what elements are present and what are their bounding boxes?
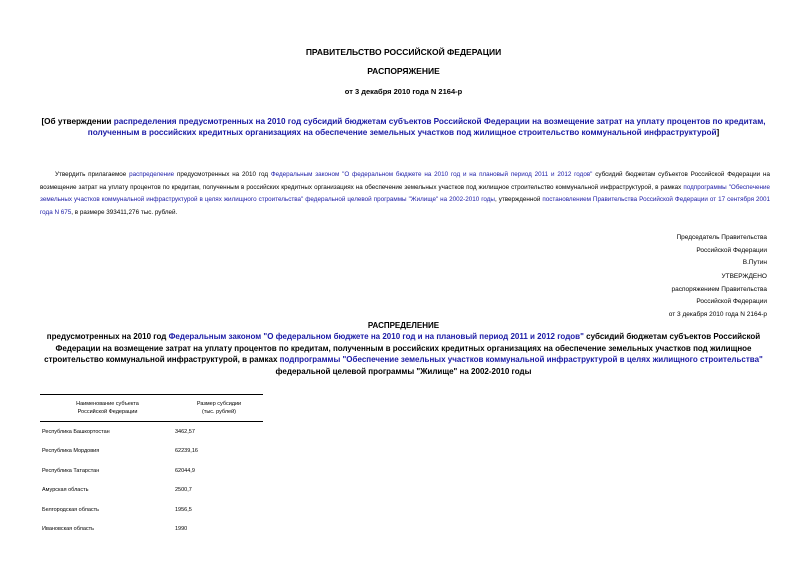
doc-type-heading: РАСПОРЯЖЕНИЕ <box>367 66 440 76</box>
region-name: Амурская область <box>42 487 89 494</box>
region-name: Республика Мордовия <box>42 448 100 455</box>
government-heading: ПРАВИТЕЛЬСТВО РОССИЙСКОЙ ФЕДЕРАЦИИ <box>305 47 502 57</box>
distribution-heading: РАСПРЕДЕЛЕНИЕ <box>367 321 440 330</box>
distribution-link[interactable]: распределение <box>129 171 175 178</box>
signature-line-1: Председатель Правительства <box>676 234 767 241</box>
dist-subprogram-link[interactable]: подпрограммы "Обеспечение земельных участков коммунальной инфраструктурой в целях жилищного строительства" <box>279 355 763 364</box>
doc-date-number: от 3 декабря 2010 года N 2164-р <box>344 87 463 96</box>
body-text-5: , в размере 393411,276 тыс. рублей. <box>71 208 178 216</box>
region-name: Белгородская область <box>42 506 100 513</box>
body-text-2: предусмотренных на 2010 год <box>174 171 271 178</box>
region-name: Ивановская область <box>42 526 95 533</box>
dist-federal-law-link[interactable]: Федеральным законом "О федеральном бюджете на 2010 год и на плановый период 2011 и 2012 годов" <box>168 332 584 341</box>
subsidy-amount: 1990 <box>175 526 188 533</box>
body-text-4: , утвержденной <box>494 196 543 203</box>
body-text-3: субсидий бюджетам субъектов Российской Федерации на возмещение затрат на уплату процентов по кредитам, полученным в российских кредитных организациях на обеспечение земельных участков под жилищное строительство коммунальной инфраструктурой, в рамках <box>40 171 770 191</box>
title-link[interactable]: распределения предусмотренных на 2010 год субсидий бюджетам субъектов Российской Федерации на возмещение затрат на уплату процентов по кредитам, полученным в российских кредитных организациях на обеспечение земельных участков под жилищное строительство коммунальной инфраструктурой <box>87 117 766 137</box>
title-open: [Об утверждении <box>41 117 114 126</box>
approval-line-4: от 3 декабря 2010 года N 2164-р <box>668 310 767 318</box>
table-row <box>40 461 263 481</box>
approval-block <box>669 271 767 321</box>
subsidy-amount: 3462,57 <box>175 428 195 435</box>
column-header-amount-line-2: (тыс. рублей) <box>202 409 236 415</box>
signature-line-3: В.Путин <box>742 259 767 266</box>
column-header-amount-line-1: Размер субсидии <box>196 401 242 407</box>
body-paragraph <box>40 169 770 219</box>
distribution-title <box>40 331 767 377</box>
approval-line-2: распоряжением Правительства <box>671 285 767 293</box>
subsidy-amount: 1956,5 <box>175 506 192 513</box>
signature-line-2: Российской Федерации <box>696 246 767 254</box>
body-text-1: Утвердить прилагаемое <box>55 171 130 178</box>
region-name: Республика Татарстан <box>42 467 100 474</box>
approval-line-3: Российской Федерации <box>696 298 767 305</box>
table-header-row <box>40 395 263 422</box>
subsidy-table <box>40 394 263 539</box>
subsidy-amount: 62239,16 <box>175 448 198 455</box>
column-header-amount <box>175 395 263 422</box>
column-header-region-line-2: Российской Федерации <box>77 409 138 415</box>
subsidy-amount: 62044,9 <box>175 467 195 474</box>
document-title <box>40 116 767 138</box>
resolution-link[interactable]: постановлением Правительства Российской Федерации от 17 сентября 2001 года N 675 <box>40 196 770 216</box>
table-row <box>40 520 263 540</box>
subprogram-link[interactable]: подпрограммы "Обеспечение земельных участков коммунальной инфраструктурой в целях жилищного строительства" федеральной целевой программы "Жилище" на 2002-2010 годы <box>40 183 770 203</box>
title-close: ] <box>716 128 720 137</box>
column-header-region-line-1: Наименование субъекта <box>76 401 139 407</box>
dist-text-3: федеральной целевой программы "Жилище" на 2002-2010 годы <box>275 366 532 376</box>
signature-block <box>676 232 767 270</box>
region-name: Республика Башкортостан <box>42 428 110 435</box>
column-header-region <box>40 395 175 422</box>
approval-line-1: УТВЕРЖДЕНО <box>721 273 767 280</box>
dist-text-1: предусмотренных на 2010 год <box>46 332 169 341</box>
federal-law-link[interactable]: Федеральным законом "О федеральном бюджете на 2010 год и на плановый период 2011 и 2012 годов" <box>270 171 593 178</box>
table-row <box>40 500 263 520</box>
subsidy-amount: 2500,7 <box>175 487 192 494</box>
table-row <box>40 442 263 462</box>
table-row <box>40 481 263 501</box>
table-row <box>40 422 263 442</box>
dist-text-2: субсидий бюджетам субъектов Российской Федерации на возмещение затрат на уплату процентов по кредитам, полученным в российских кредитных организациях на обеспечение земельных участков под жилищное строительство коммунальной инфраструктурой, в рамках <box>44 332 761 364</box>
